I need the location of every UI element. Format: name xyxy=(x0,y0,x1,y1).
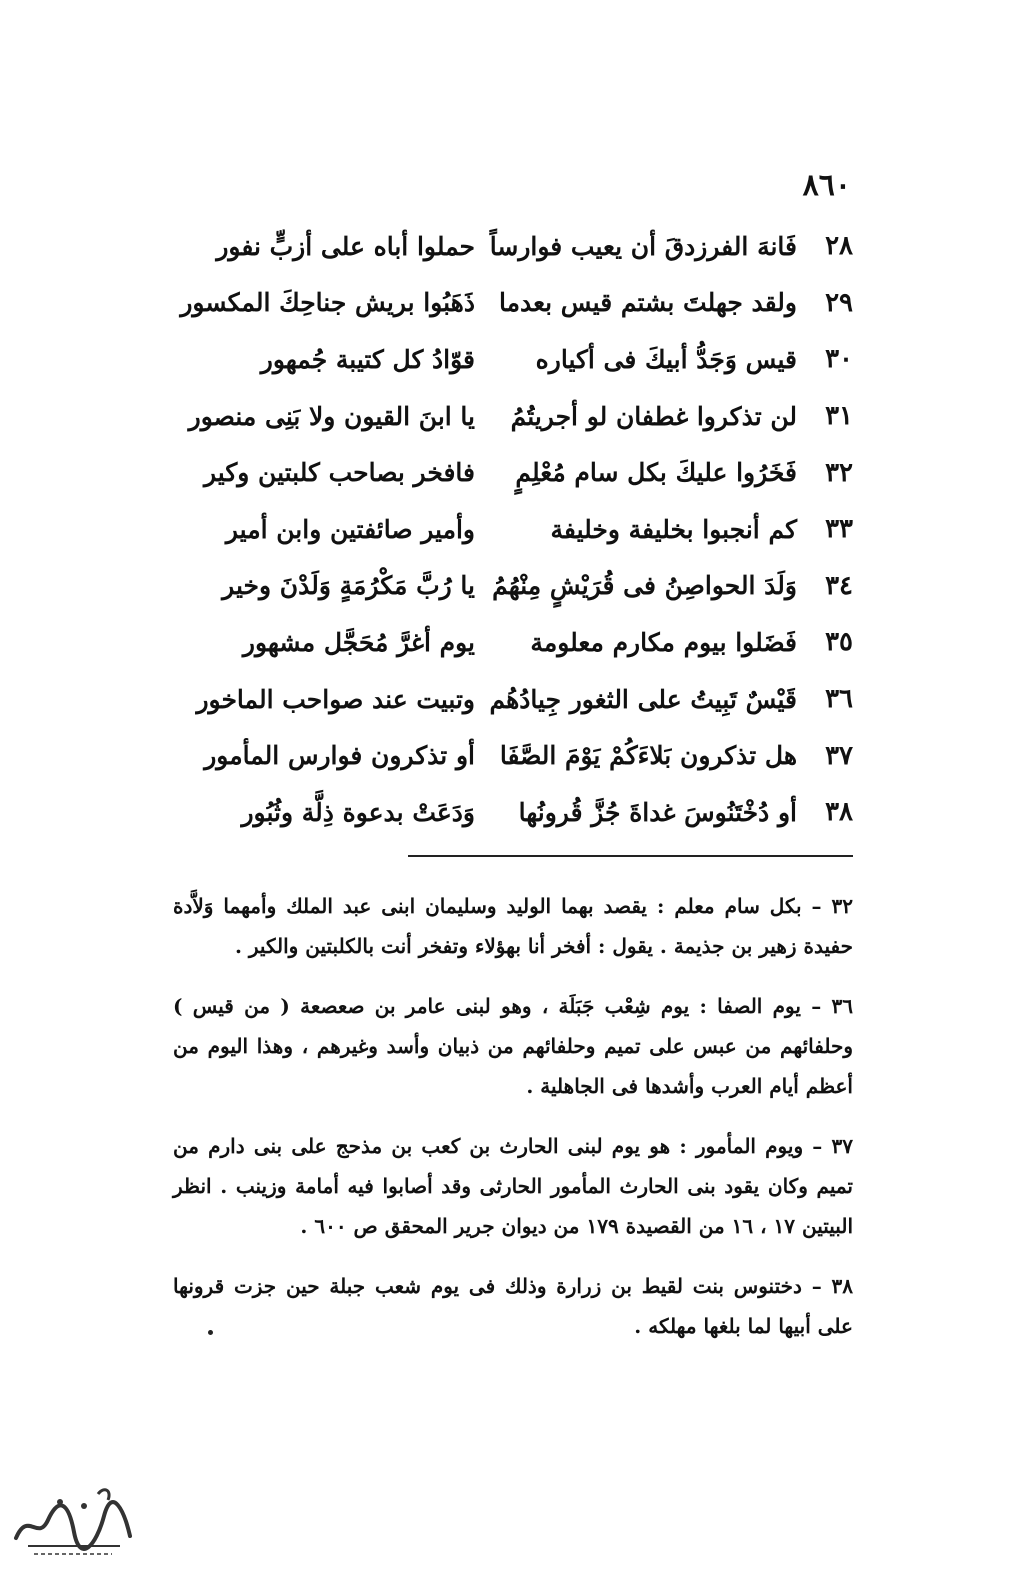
verse-second-hemistich: وأمير صائفتين وابن أمير xyxy=(225,514,475,544)
verse-number: ٣٨ xyxy=(825,797,853,828)
verse-row xyxy=(153,501,853,558)
poem-verses xyxy=(153,218,853,841)
verse-number: ٣٠ xyxy=(825,344,853,375)
footnotes xyxy=(173,866,853,1360)
verse-first-hemistich: قيس وَجَدُّ أبيكَ فى أكياره xyxy=(535,344,797,374)
verse-number: ٣١ xyxy=(825,401,853,432)
verse-first-hemistich: قَيْسٌ تَبِيتُ على الثغور جِيادُهُم xyxy=(489,684,797,714)
verse-number: ٣٤ xyxy=(825,570,853,601)
verse-second-hemistich: فافخر بصاحب كلبتين وكير xyxy=(204,458,475,488)
page-number: ٨٦٠ xyxy=(802,168,851,203)
verse-row xyxy=(153,784,853,841)
verse-second-hemistich: قوّادُ كل كتيبة جُمهور xyxy=(260,344,475,374)
verse-row xyxy=(153,388,853,445)
verse-second-hemistich: يوم أغرَّ مُحَجَّل مشهور xyxy=(242,627,475,657)
verse-row xyxy=(153,614,853,671)
verse-number: ٣٦ xyxy=(825,684,853,715)
verse-first-hemistich: ولقد جهلتَ بشتم قيس بعدما xyxy=(498,288,797,318)
verse-first-hemistich: فَخَرُوا عليكَ بكل سام مُعْلِمٍ xyxy=(515,458,797,488)
footnote: ٣٢ – بكل سام معلم : يقصد بهما الوليد وسليمان ابنى عبد الملك وأمهما وَلاَّدة حفيدة زهير بن جذيمة . يقول : أفخر أنا بهؤلاء وتفخر أنت بالكلبتين والكير . xyxy=(173,894,853,958)
verse-first-hemistich: أو دُخْتَنُوسَ غداةَ جُزَّ قُرونُها xyxy=(518,797,797,827)
verse-first-hemistich: كم أنجبوا بخليفة وخليفة xyxy=(550,514,797,544)
verse-row xyxy=(153,331,853,388)
verse-second-hemistich: وَدَعَتْ بدعوة ذِلَّة وثُبُور xyxy=(241,797,475,827)
verse-number: ٢٨ xyxy=(825,231,853,262)
verse-row xyxy=(153,558,853,615)
verse-row xyxy=(153,275,853,332)
verse-second-hemistich: وتبيت عند صواحب الماخور xyxy=(196,684,475,714)
verse-number: ٣٧ xyxy=(825,740,853,771)
verse-row xyxy=(153,444,853,501)
library-seal-icon xyxy=(8,1480,138,1560)
verse-second-hemistich: يا رُبَّ مَكْرُمَةٍ وَلَدْنَ وخير xyxy=(222,571,475,601)
verse-row xyxy=(153,671,853,728)
ink-speck xyxy=(208,1330,213,1335)
verse-row xyxy=(153,218,853,275)
verse-first-hemistich: وَلَدَ الحواصِنُ فى قُرَيْشٍ مِنْهُمُ xyxy=(492,571,797,601)
verse-first-hemistich: فَانهَ الفرزدقَ أن يعيب فوارساً xyxy=(489,231,797,261)
verse-first-hemistich: هل تذكرون بَلاءَكُمْ يَوْمَ الصَّفَا xyxy=(499,741,797,771)
verse-number: ٣٣ xyxy=(825,514,853,545)
verse-number: ٢٩ xyxy=(825,287,853,318)
footnote-divider xyxy=(408,855,853,857)
footnote: ٣٦ – يوم الصفا : يوم شِعْب جَبَلَة ، وهو لبنى عامر بن صعصعة ( من قيس ) وحلفائهم من عبس على تميم وحلفائهم من ذبيان وأسد وغيرهم ، وهذا اليوم من أعظم أيام العرب وأشدها فى الجاهلية . xyxy=(173,994,853,1098)
verse-first-hemistich: لن تذكروا غطفان لو أجريتُمُ xyxy=(510,401,797,431)
verse-second-hemistich: أو تذكرون فوارس المأمور xyxy=(204,741,475,771)
verse-second-hemistich: حملوا أباه على أزبٍّ نفور xyxy=(216,231,475,261)
verse-second-hemistich: ذَهَبُوا بريش جناحِكَ المكسور xyxy=(180,288,475,318)
verse-number: ٣٥ xyxy=(825,627,853,658)
footnote: ٣٨ – دختنوس بنت لقيط بن زرارة وذلك فى يوم شعب جبلة حين جزت قرونها على أبيها لما بلغها مهلكه . xyxy=(173,1274,853,1338)
verse-number: ٣٢ xyxy=(825,457,853,488)
verse-second-hemistich: يا ابنَ القيون ولا بَنِى منصور xyxy=(188,401,475,431)
footnote: ٣٧ – ويوم المأمور : هو يوم لبنى الحارث بن كعب بن مذحج على بنى دارم من تميم وكان يقود بنى الحارث المأمور الحارثى وقد أصابوا فيه أمامة وزينب . انظر البيتين ١٧ ، ١٦ من القصيدة ١٧٩ من ديوان جرير المحقق ص ٦٠٠ . xyxy=(173,1134,853,1238)
verse-first-hemistich: فَضَلوا بيوم مكارم معلومة xyxy=(530,627,797,657)
verse-row xyxy=(153,727,853,784)
